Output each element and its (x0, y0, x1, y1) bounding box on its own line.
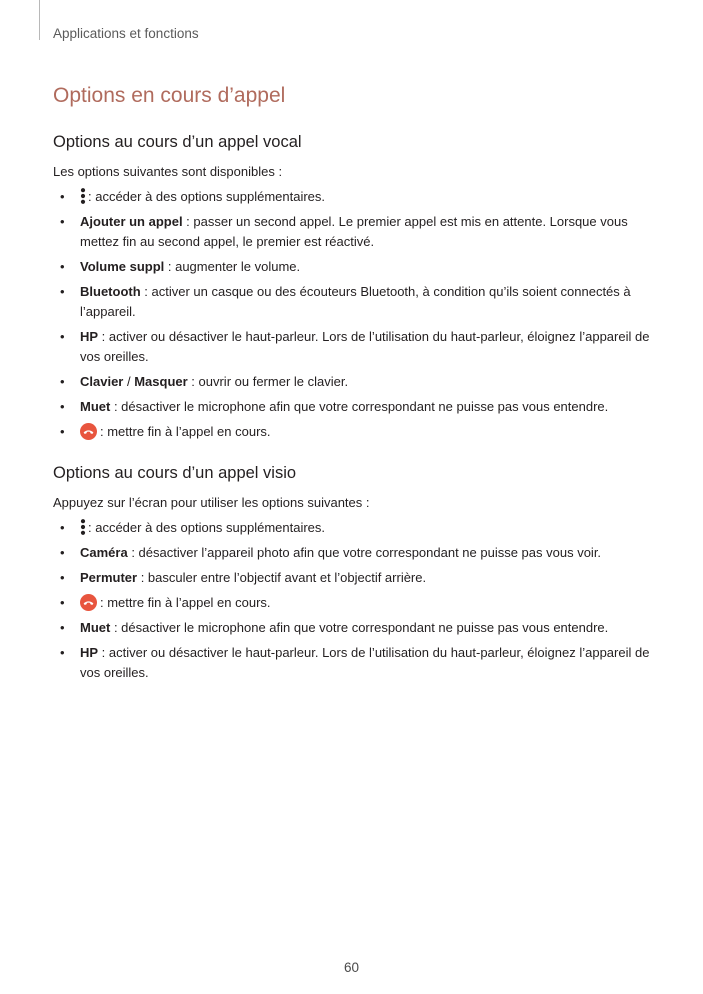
bullet: • (60, 424, 65, 439)
option-name: Ajouter un appel (80, 214, 183, 229)
bullet: • (60, 189, 65, 204)
bullet: • (60, 645, 65, 660)
list-item (53, 372, 653, 392)
option-name: Volume suppl (80, 259, 165, 274)
section-voice-call (53, 132, 653, 447)
option-description: : mettre fin à l’appel en cours. (100, 424, 271, 439)
list-item (53, 543, 653, 563)
list-item (53, 643, 653, 683)
option-name: Caméra (80, 545, 128, 560)
chapter-header: Applications et fonctions (53, 26, 199, 41)
option-description: : activer un casque ou des écouteurs Bluetooth, à condition qu’ils soient connectés à l’appareil. (80, 284, 631, 319)
list-item (53, 282, 653, 322)
list-item (53, 568, 653, 588)
section-intro: Appuyez sur l’écran pour utiliser les options suivantes : (53, 495, 370, 510)
list-item (53, 593, 653, 613)
page-number: 60 (343, 960, 360, 975)
option-description: : augmenter le volume. (164, 259, 301, 274)
list-item (53, 327, 653, 367)
bullet: • (60, 520, 65, 535)
list-item (53, 397, 653, 417)
bullet: • (60, 570, 65, 585)
section-intro: Les options suivantes sont disponibles : (53, 164, 283, 179)
option-name: HP (80, 329, 99, 344)
bullet: • (60, 214, 65, 229)
options-list (53, 518, 653, 683)
bullet: • (60, 595, 65, 610)
list-item (53, 518, 653, 538)
option-name: Bluetooth (80, 284, 141, 299)
option-name: Muet (80, 620, 111, 635)
option-name: Muet (80, 399, 111, 414)
option-description: : basculer entre l’objectif avant et l’objectif arrière. (137, 570, 427, 585)
option-name: Masquer (134, 374, 188, 389)
bullet: • (60, 284, 65, 299)
bullet: • (60, 545, 65, 560)
option-description: : accéder à des options supplémentaires. (88, 520, 326, 535)
bullet: • (60, 259, 65, 274)
option-description: : activer ou désactiver le haut-parleur. Lors de l’utilisation du haut-parleur, éloignez l’appareil de vos oreilles. (80, 329, 650, 364)
option-description: : désactiver le microphone afin que votre correspondant ne puisse pas vous entendre. (110, 399, 609, 414)
list-item (53, 187, 653, 207)
bullet: • (60, 329, 65, 344)
section-heading: Options au cours d’un appel visio (53, 464, 297, 482)
more-options-icon (80, 188, 86, 204)
list-item (53, 618, 653, 638)
margin-rule (39, 0, 40, 40)
option-name: Permuter (80, 570, 138, 585)
list-item (53, 212, 653, 252)
bullet: • (60, 620, 65, 635)
option-name: Clavier (80, 374, 124, 389)
option-description: : passer un second appel. Le premier appel est mis en attente. Lorsque vous mettez fin au second appel, le premier est réactivé. (80, 214, 628, 249)
option-name: HP (80, 645, 99, 660)
option-description: : accéder à des options supplémentaires. (88, 189, 326, 204)
end-call-icon (80, 423, 97, 440)
option-description: : désactiver l’appareil photo afin que votre correspondant ne puisse pas vous voir. (127, 545, 602, 560)
bullet: • (60, 399, 65, 414)
option-description: : activer ou désactiver le haut-parleur. Lors de l’utilisation du haut-parleur, éloignez l’appareil de vos oreilles. (80, 645, 650, 680)
section-video-call (53, 463, 653, 688)
more-options-icon (80, 519, 86, 535)
list-item (53, 422, 653, 442)
list-item (53, 257, 653, 277)
page-title: Options en cours d’appel (53, 84, 286, 107)
end-call-icon (80, 594, 97, 611)
bullet: • (60, 374, 65, 389)
option-description: : désactiver le microphone afin que votre correspondant ne puisse pas vous entendre. (110, 620, 609, 635)
section-heading: Options au cours d’un appel vocal (53, 133, 302, 151)
option-description: : mettre fin à l’appel en cours. (100, 595, 271, 610)
options-list (53, 187, 653, 442)
option-description: : ouvrir ou fermer le clavier. (187, 374, 349, 389)
option-separator: / (123, 374, 135, 389)
